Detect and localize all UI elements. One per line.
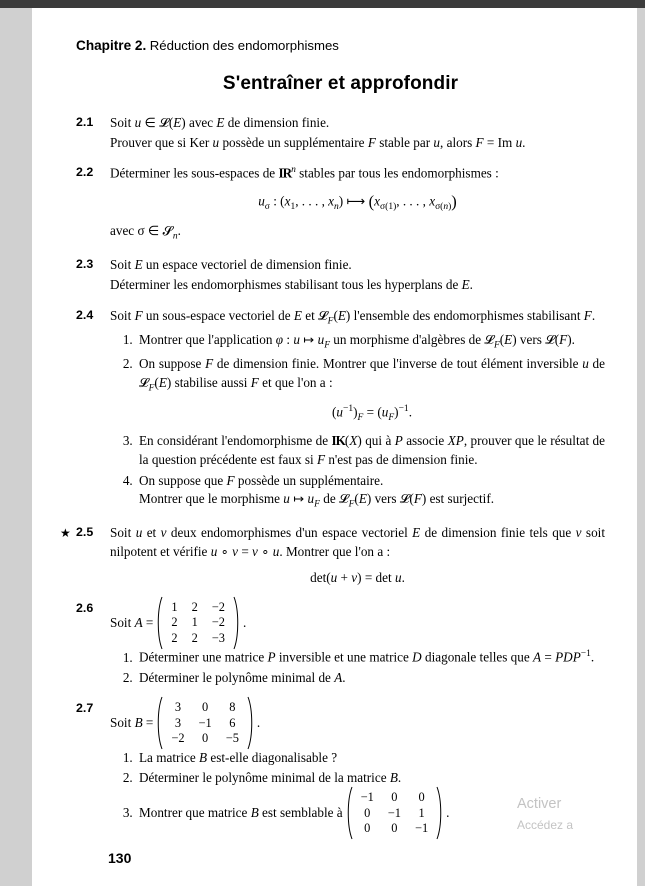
page-content: [32, 8, 637, 849]
page-title: S'entraîner et approfondir: [222, 72, 459, 94]
list-item: 2. Déterminer le polynôme minimal de la matrice B.: [136, 769, 605, 788]
exercise-2-5: [60, 524, 605, 587]
exercise-number: 2.2: [76, 165, 94, 180]
list-item: 1. La matrice B est-elle diagonalisable ?: [136, 749, 605, 768]
exercise-number: 2.5: [76, 525, 94, 540]
chapter-label: Chapitre 2.: [76, 38, 147, 53]
matrix-B: 3 0 8 3 −1 6 −2 0 −5: [154, 700, 256, 747]
matrix-A: 1 2 −2 2 1 −2 2 2 −3: [154, 600, 242, 647]
exercise-line: Soit A = 1 2 −2 2 1 −2 2 2 −3 .: [110, 600, 605, 647]
exercise-2-6: [76, 600, 605, 688]
chapter-heading: [76, 36, 605, 57]
page-number: 130: [108, 850, 132, 866]
exercise-2-2: [76, 164, 605, 244]
exercise-line: Prouver que si Ker u possède un supplémentaire F stable par u, alors F = Im u.: [110, 134, 526, 150]
chapter-title: Réduction des endomorphismes: [149, 38, 339, 53]
watermark-line-1: Activer: [517, 796, 562, 813]
exercise-line: Déterminer les endomorphismes stabilisant tous les hyperplans de E.: [110, 276, 473, 292]
exercise-line: Soit F un sous-espace vectoriel de E et 𝓛$_F$(E) l'ensemble des endomorphismes stabilisant F.: [110, 307, 596, 327]
watermark-line-2: Accédez a: [517, 818, 574, 832]
list-item: 3. En considérant l'endomorphisme de IK(X) qui à P associe XP, prouver que le résultat de la question précédente est faux si F n'est pas de dimension finie.: [136, 432, 605, 469]
exercise-line: avec σ ∈ 𝓢$_n$.: [110, 222, 181, 242]
exercise-number: 2.4: [76, 307, 94, 322]
list-item: 1. Montrer que l'application φ : u ↦ $u_F$ un morphisme d'algèbres de 𝓛$_F$(E) vers 𝓛(F).: [136, 331, 605, 353]
exercise-line: Soit u ∈ 𝓛(E) avec E de dimension finie.: [110, 114, 330, 130]
list-item: 1. Déterminer une matrice P inversible et une matrice D diagonale telles que $A = PDP^{-1}$.: [136, 648, 605, 667]
exercise-2-4: [76, 307, 605, 513]
right-gutter: [637, 8, 645, 886]
activation-watermark: [517, 794, 637, 834]
exercise-line: Soit E un espace vectoriel de dimension finie.: [110, 257, 352, 273]
list-item: 4. On suppose que F possède un supplémentaire. Montrer que le morphisme u ↦ $u_F$ de 𝓛$_F$(E) vers 𝓛(F) est surjectif.: [136, 472, 605, 513]
matrix-similar: −1 0 0 0 −1 1 0 0 −1: [344, 790, 446, 837]
exercise-sublist: [110, 648, 605, 688]
document-page: [32, 8, 637, 886]
exercise-formula: det(u + v) = det u.: [310, 569, 405, 585]
exercise-sublist: [110, 331, 605, 513]
exercise-formula: $u_\sigma$ : ($x_1$, . . . , $x_n$) ⟼ ($x_{\sigma(1)}$, . . . , $x_{\sigma(n)}$): [258, 192, 457, 213]
list-item: 2. On suppose F de dimension finie. Montrer que l'inverse de tout élément inversible u de 𝓛$_F$(E) stabilise aussi F et que l'on a : $(u^{-1})_F = (u_F)^{-1}$.: [136, 355, 605, 425]
exercise-line: Soit B = 3 0 8 3 −1 6 −2 0 −5 .: [110, 700, 605, 747]
exercise-number: 2.6: [76, 600, 94, 615]
exercise-2-3: [76, 256, 605, 294]
starred-marker: ★: [60, 526, 71, 541]
exercise-line: Déterminer les sous-espaces de $IR^n$ stables par tous les endomorphismes :: [110, 165, 499, 181]
list-item: 3. Montrer que matrice B est semblable à −1 0 0 0 −1 1 0 0 −1 .: [136, 790, 605, 837]
exercise-2-1: [76, 114, 605, 152]
exercise-number: 2.7: [76, 701, 94, 716]
exercise-number: 2.3: [76, 257, 94, 272]
exercise-line: Soit u et v deux endomorphismes d'un espace vectoriel E de dimension finie tels que v soit nilpotent et vérifie u ∘ v = v ∘ u. Montrer que l'on a :: [110, 525, 605, 560]
window-top-bar: [0, 0, 645, 8]
exercise-number: 2.1: [76, 114, 94, 129]
left-gutter: [0, 8, 32, 886]
list-item: 2. Déterminer le polynôme minimal de A.: [136, 669, 605, 688]
exercise-formula: $(u^{-1})_F = (u_F)^{-1}$.: [332, 403, 412, 423]
